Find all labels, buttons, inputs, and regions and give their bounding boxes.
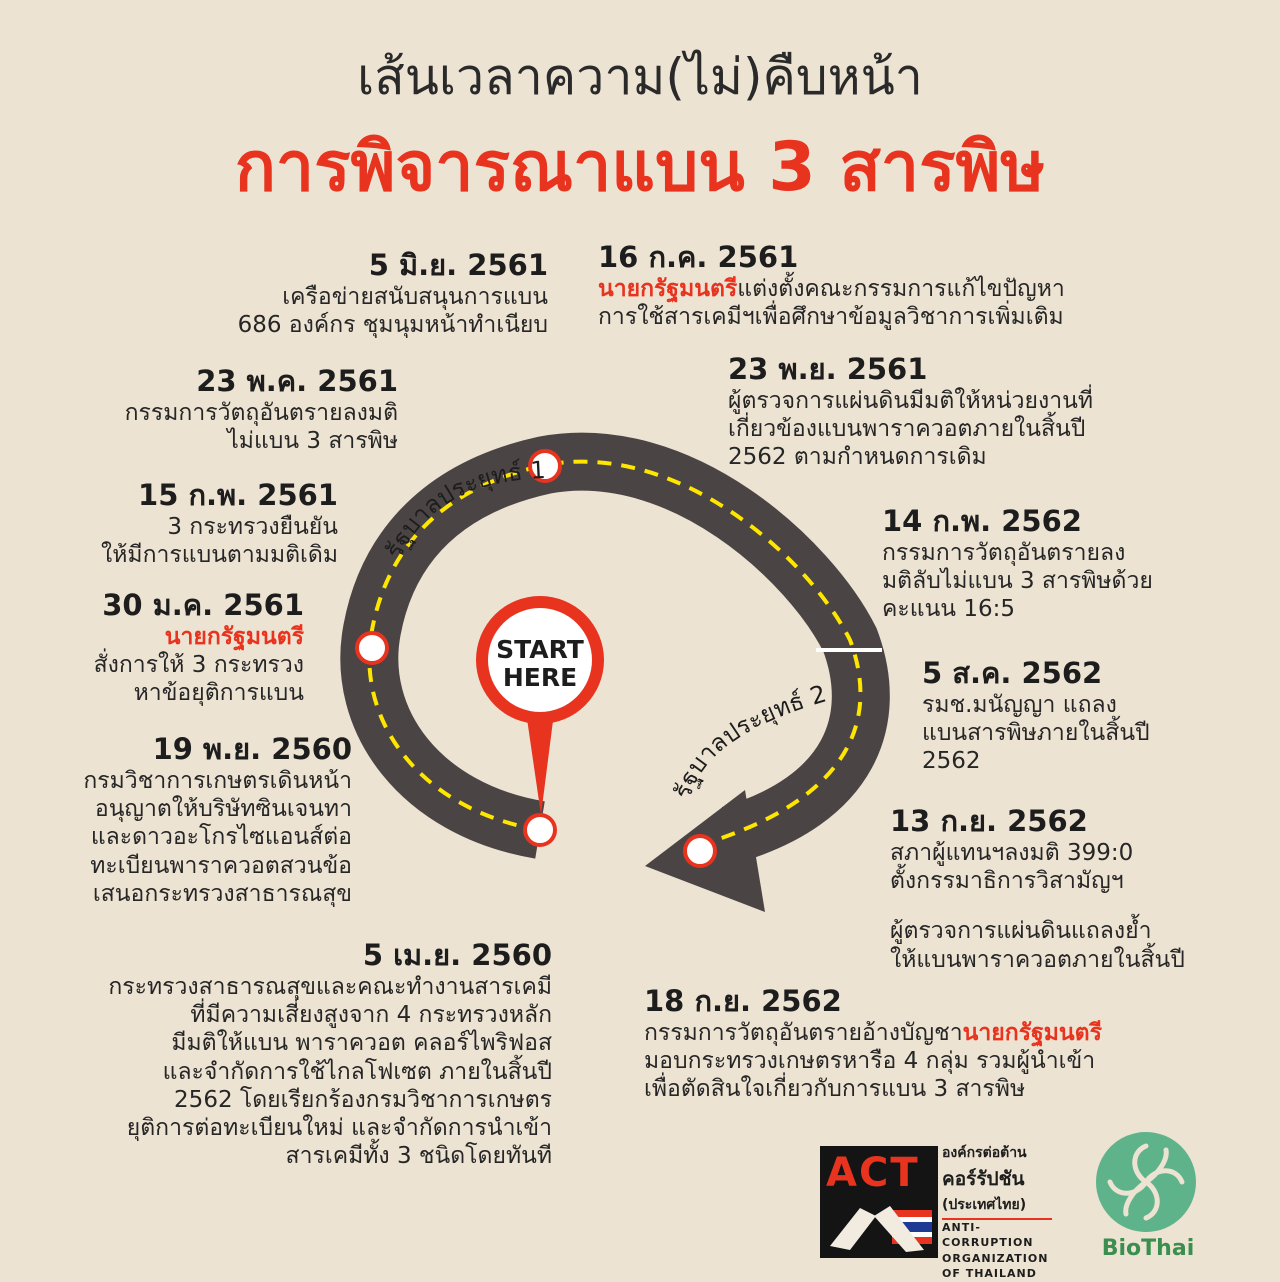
event-text: 3 กระทรวงยืนยัน bbox=[167, 514, 338, 541]
event-2019-02-14 bbox=[882, 504, 1153, 624]
event-2018-06-05 bbox=[238, 248, 548, 339]
event-date: 5 เม.ย. 2560 bbox=[362, 938, 552, 972]
event-text: การใช้สารเคมีฯเพื่อศึกษาข้อมูลวิชาการเพิ่มเติม bbox=[598, 304, 1064, 331]
era-label-1: รัฐบาลประยุทธ์ 1 bbox=[379, 455, 547, 563]
title-line-1: เส้นเวลาความ(ไม่)คืบหน้า bbox=[357, 48, 923, 106]
event-text: สารเคมีทั้ง 3 ชนิดโดยทันที bbox=[285, 1142, 552, 1169]
road-body bbox=[369, 462, 860, 835]
event-text: สั่งการให้ 3 กระทรวง bbox=[93, 652, 304, 679]
event-text: กรรมการวัตถุอันตรายลงมติ bbox=[124, 400, 398, 427]
event-text: ให้มีการแบนตามมติเดิม bbox=[101, 542, 338, 569]
event-highlight: นายกรัฐมนตรี bbox=[164, 624, 304, 651]
act-th-1: องค์กรต่อต้าน bbox=[942, 1145, 1027, 1161]
event-text: แต่งตั้งคณะกรรมการแก้ไขปัญหา bbox=[737, 276, 1065, 303]
event-date: 14 ก.พ. 2562 bbox=[882, 504, 1082, 538]
event-text: อนุญาตให้บริษัทซินเจนทา bbox=[94, 796, 352, 823]
event-text: เกี่ยวข้องแบนพาราควอตภายในสิ้นปี bbox=[728, 416, 1086, 443]
act-logo-text bbox=[942, 1142, 1052, 1282]
event-text: ไม่แบน 3 สารพิษ bbox=[227, 428, 398, 455]
waypoint-left bbox=[357, 633, 387, 663]
biothai-wordmark: BioThai bbox=[1101, 1236, 1195, 1261]
event-date: 5 มิ.ย. 2561 bbox=[368, 248, 548, 282]
event-text: หาข้อยุติการแบน bbox=[133, 680, 304, 707]
event-text: รมช.มนัญญา แถลง bbox=[922, 692, 1117, 719]
title-line-2: การพิจารณาแบน 3 สารพิษ bbox=[234, 128, 1046, 207]
event-text: เสนอกระทรวงสาธารณสุข bbox=[92, 880, 352, 907]
event-date: 18 ก.ย. 2562 bbox=[644, 984, 842, 1018]
event-text: ยุติการต่อทะเบียนใหม่ และจำกัดการนำเข้า bbox=[126, 1114, 552, 1141]
event-text: แบนสารพิษภายในสิ้นปี bbox=[922, 720, 1150, 747]
event-text: เครือข่ายสนับสนุนการแบน bbox=[282, 284, 548, 311]
event-text: และดาวอะโกรไซแอนส์ต่อ bbox=[90, 824, 352, 851]
event-2017-04-05 bbox=[108, 938, 552, 1170]
act-th-3: (ประเทศไทย) bbox=[942, 1194, 1052, 1220]
event-text: คะแนน 16:5 bbox=[882, 596, 1015, 623]
event-2018-05-23 bbox=[125, 364, 398, 455]
event-date: 30 ม.ค. 2561 bbox=[102, 588, 304, 622]
act-en-3: OF THAILAND bbox=[942, 1267, 1037, 1281]
event-text: และจำกัดการใช้ไกลโฟเซต ภายในสิ้นปี bbox=[162, 1058, 552, 1085]
event-text: 686 องค์กร ชุมนุมหน้าทำเนียบ bbox=[237, 312, 548, 339]
event-text: มีมติให้แบน พาราควอต คลอร์ไพริฟอส bbox=[171, 1030, 552, 1057]
event-highlight: นายกรัฐมนตรี bbox=[962, 1020, 1102, 1047]
event-text: กรรมการวัตถุอันตรายอ้างบัญชา bbox=[644, 1020, 963, 1047]
event-text: กระทรวงสาธารณสุขและคณะทำงานสารเคมี bbox=[108, 974, 552, 1001]
act-logo bbox=[820, 1146, 938, 1258]
event-date: 16 ก.ค. 2561 bbox=[598, 240, 799, 274]
event-text: 2562 bbox=[922, 748, 981, 775]
act-en-1: ANTI-CORRUPTION bbox=[942, 1221, 1034, 1250]
event-2018-11-23 bbox=[728, 352, 1093, 472]
act-fists-icon bbox=[820, 1146, 938, 1258]
biothai-logo bbox=[1096, 1132, 1200, 1261]
start-label-1: START bbox=[496, 635, 584, 664]
event-text: ให้แบนพาราควอตภายในสิ้นปี bbox=[890, 946, 1185, 973]
act-logo-letters: ACT bbox=[826, 1150, 920, 1196]
event-2018-02-15 bbox=[101, 478, 338, 569]
act-en-2: ORGANIZATION bbox=[942, 1251, 1049, 1265]
event-2019-09-18 bbox=[644, 984, 1102, 1104]
event-2019-08-05 bbox=[922, 656, 1150, 776]
event-date: 13 ก.ย. 2562 bbox=[890, 804, 1088, 838]
event-text: มอบกระทรวงเกษตรหารือ 4 กลุ่ม รวมผู้นำเข้า bbox=[644, 1048, 1096, 1075]
event-text: ผู้ตรวจการแผ่นดินแถลงย้ำ bbox=[890, 918, 1152, 945]
event-text: ผู้ตรวจการแผ่นดินมีมติให้หน่วยงานที่ bbox=[728, 388, 1093, 415]
event-text: สภาผู้แทนฯลงมติ 399:0 bbox=[890, 840, 1134, 867]
event-text: 2562 โดยเรียกร้องกรมวิชาการเกษตร bbox=[174, 1086, 552, 1113]
event-date: 15 ก.พ. 2561 bbox=[138, 478, 338, 512]
event-text: กรรมการวัตถุอันตรายลง bbox=[882, 540, 1126, 567]
start-label-2: HERE bbox=[502, 663, 578, 692]
event-text: ทะเบียนพาราควอตสวนข้อ bbox=[90, 852, 352, 879]
waypoint-start bbox=[525, 815, 555, 845]
event-date: 23 พ.ย. 2561 bbox=[728, 352, 928, 386]
event-highlight: นายกรัฐมนตรี bbox=[598, 276, 738, 303]
event-date: 5 ส.ค. 2562 bbox=[922, 656, 1103, 690]
event-date: 23 พ.ค. 2561 bbox=[196, 364, 398, 398]
event-text: ตั้งกรรมาธิการวิสามัญฯ bbox=[890, 868, 1124, 895]
event-text: กรมวิชาการเกษตรเดินหน้า bbox=[83, 768, 352, 795]
event-date: 19 พ.ย. 2560 bbox=[152, 732, 352, 766]
event-text: เพื่อตัดสินใจเกี่ยวกับการแบน 3 สารพิษ bbox=[644, 1076, 1026, 1103]
event-2017-11-19 bbox=[83, 732, 352, 908]
event-2019-09-13 bbox=[890, 804, 1185, 974]
biothai-swirl-icon bbox=[1096, 1132, 1196, 1232]
era-label-2: รัฐบาลประยุทธ์ 2 bbox=[668, 679, 830, 802]
act-th-2: คอร์รัปชัน bbox=[942, 1168, 1025, 1190]
event-2018-01-30 bbox=[94, 588, 304, 708]
event-text: 2562 ตามกำหนดการเดิม bbox=[728, 444, 987, 471]
event-text: มติลับไม่แบน 3 สารพิษด้วย bbox=[882, 568, 1153, 595]
waypoint-end bbox=[685, 836, 715, 866]
event-text: ที่มีความเสี่ยงสูงจาก 4 กระทรวงหลัก bbox=[190, 1002, 552, 1029]
event-2018-07-16 bbox=[598, 240, 1065, 331]
